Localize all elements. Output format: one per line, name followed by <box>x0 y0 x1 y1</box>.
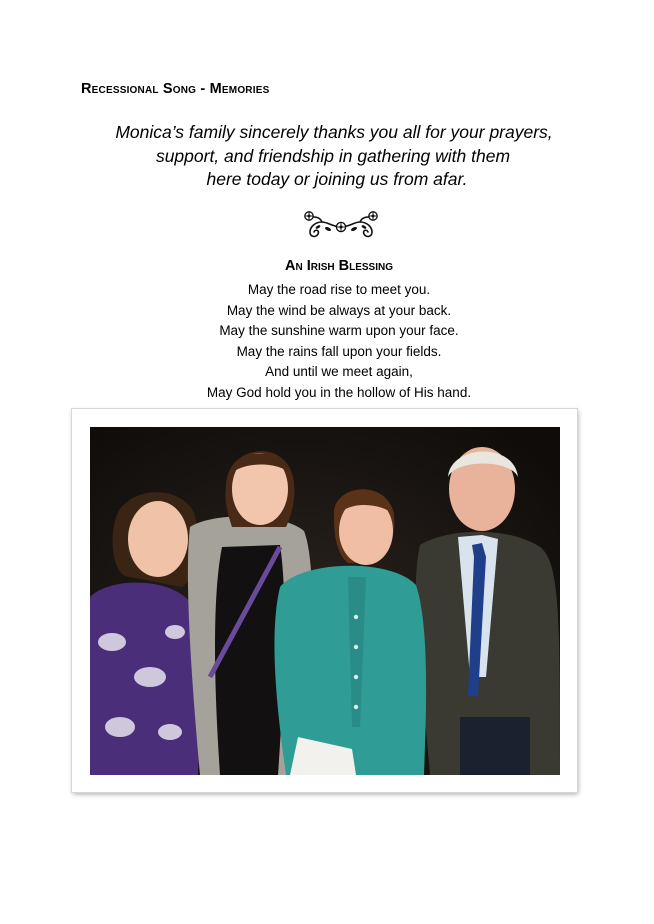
blessing-text <box>0 280 654 404</box>
blessing-line: May God hold you in the hollow of His hand. <box>206 384 472 400</box>
thanks-line: support, and friendship in gathering with them <box>155 145 511 166</box>
blessing-line: May the road rise to meet you. <box>247 282 431 297</box>
blessing-line: May the wind be always at your back. <box>226 302 452 318</box>
blessing-title: An Irish Blessing <box>284 258 394 274</box>
section-heading: Recessional Song - Memories <box>81 81 270 97</box>
blessing-line: And until we meet again, <box>265 364 413 380</box>
thanks-message <box>0 121 654 192</box>
photo-frame <box>72 409 577 792</box>
floral-divider-icon <box>298 208 384 242</box>
family-photo <box>90 427 560 775</box>
thanks-line: here today or joining us from afar. <box>206 169 468 189</box>
blessing-line: May the sunshine warm upon your face. <box>219 323 459 339</box>
thanks-line: Monica’s family sincerely thanks you all for your prayers, <box>115 122 553 142</box>
blessing-line: May the rains fall upon your fields. <box>236 343 442 359</box>
